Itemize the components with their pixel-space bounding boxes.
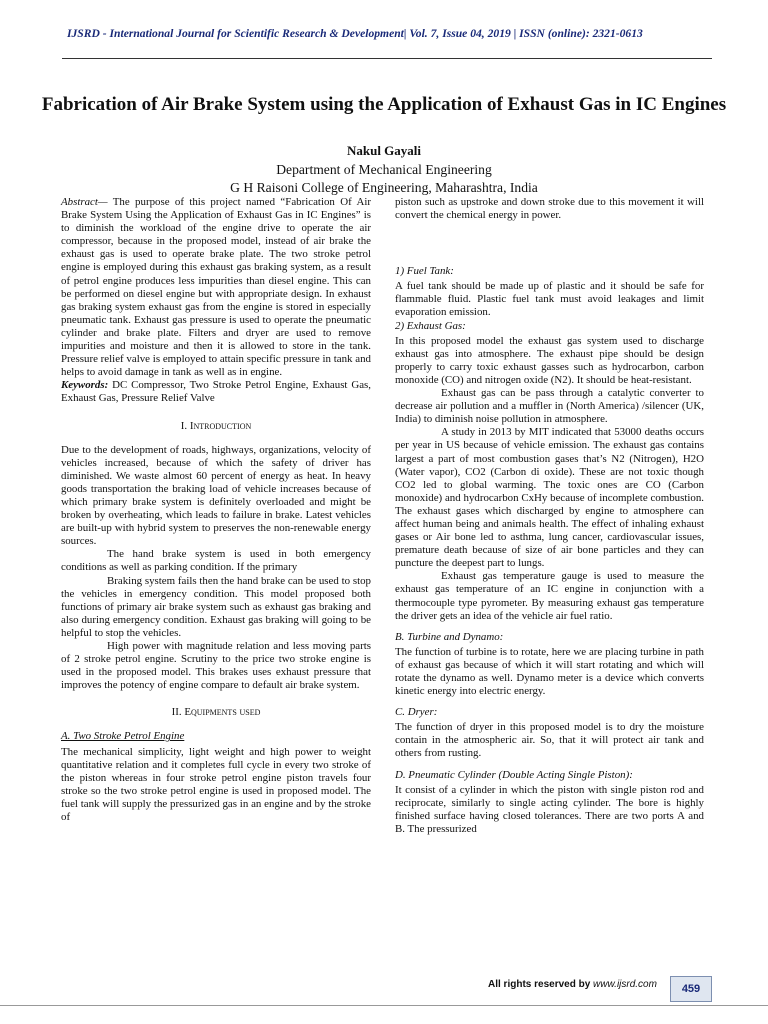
keywords — [61, 379, 371, 405]
section-number: II. — [171, 706, 182, 719]
footer-rights — [488, 979, 657, 990]
subsection-heading: B. Turbine and Dynamo: — [395, 630, 504, 643]
abstract — [61, 196, 371, 379]
subsection-heading: 2) Exhaust Gas: — [395, 319, 466, 332]
section-heading-equipments — [61, 706, 371, 719]
paragraph: High power with magnitude relation and less moving parts of 2 stroke petrol engine. Scrutiny to the price two stroke engine is used in the proposed model. This brakes uses exhaust pressure that improves the potency of engine compare to default air brake system. — [61, 640, 371, 692]
right-column — [395, 196, 704, 836]
footer-site-link[interactable]: www.ijsrd.com — [593, 979, 657, 990]
subsection-heading: A. Two Stroke Petrol Engine — [61, 730, 185, 743]
subsection-heading: C. Dryer: — [395, 706, 438, 719]
header-divider — [62, 58, 712, 59]
section-number: I. — [180, 419, 188, 432]
section-title: Introduction — [189, 419, 252, 432]
paragraph: The function of turbine is to rotate, here we are placing turbine in path of exhaust gas because of which it will start rotating and which will rotate the dynamo as well. Dynamo meter is a device which converts kinetic energy into electric energy. — [395, 645, 704, 698]
left-column — [61, 196, 371, 824]
abstract-text: The purpose of this project named “Fabrication Of Air Brake System Using the Application of Exhaust Gas in IC Engines” is to diminish the workload of the engine drive to operate the air compressor, because in the proposed model, instead of air brake the exhaust gas is used to operate brake plate. The two stroke petrol engine is employed during this exhaust gas braking system, as a result of petrol engine produces less impurities than diesel engine. This can be performed on diesel engine but with appropriate design. In exhaust gas braking system exhaust gas from the engine is stored in especially pneumatic tank. Exhaust gas pressure is used to operate the pneumatic cylinder and brake plate. Filters and dryer are used to remove impurities and moisture and then it is allowed to store in the tank. Pressure relief valve is employed to attain specific pressure in tank and helps to avoid damage in tank as well as in engine. — [61, 196, 371, 379]
paper-title: Fabrication of Air Brake System using the Application of Exhaust Gas in IC Engines — [41, 94, 727, 115]
paragraph: Exhaust gas temperature gauge is used to measure the exhaust gas temperature of an IC engine in conjunction with a thermocouple type pyrometer. By measuring exhaust gas temperature the driver gets an idea of the vehicle air fuel ratio. — [395, 570, 704, 622]
paragraph: In this proposed model the exhaust gas system used to discharge exhaust gas into atmosphere. The exhaust pipe should be design properly to carry toxic exhaust gasses such as hydrocarbon, carbon monoxide (CO) and nitrogen oxide (N2). It should be heat-resistant. — [395, 334, 704, 386]
footer-rights-text: All rights reserved by — [488, 979, 594, 990]
subsection-heading: 1) Fuel Tank: — [395, 265, 454, 278]
footer-divider — [0, 1005, 768, 1006]
section-title: Equipments used — [184, 706, 261, 719]
author-name: Nakul Gayali — [346, 143, 422, 158]
paragraph: Exhaust gas can be pass through a catalytic converter to decrease air pollution and a muffler in (North America) /silencer (UK, India) to diminish noise pollution in atmosphere. — [395, 387, 704, 426]
author-college: G H Raisoni College of Engineering, Maharashtra, India — [230, 180, 538, 195]
journal-header: IJSRD - International Journal for Scientific Research & Development| Vol. 7, Issue 04, 2019 | ISSN (online): 2321-0613 — [67, 27, 643, 40]
subsection-heading: D. Pneumatic Cylinder (Double Acting Single Piston): — [395, 768, 633, 781]
paragraph: A study in 2013 by MIT indicated that 53000 deaths occurs per year in US because of vehicle emission. The exhaust gas contains largest a part of most combustion gases that’s N2 (Nitrogen), H2O (Water vapor), CO2 (Carbon di oxide). These are not toxic though CO2 led to global warming. The toxic ones are CO (Carbon monoxide) and hydrocarbon CxHy because of incomplete combustion. The exhaust gases which discharged by engine to atmosphere can affect human being and animals health. The effect of inhaling exhaust gases or Air bone led to asthma, lung cancer, cardiovascular issues, premature death because of size of air bone particles and they can puncture the deepest part to lungs. — [395, 426, 704, 570]
section-heading-introduction — [61, 420, 371, 433]
keywords-label: Keywords: — [61, 379, 109, 392]
paragraph: Braking system fails then the hand brake can be used to stop the vehicles in emergency condition. This model proposed both functions of primary air brake system such as exhaust gas braking and also during emergency condition. Exhaust gas braking will going to be helpful to stop the vehicles. — [61, 574, 371, 639]
paragraph: The mechanical simplicity, light weight and high power to weight quantitative relation and it completes full cycle in every two stroke of the piston whereas in four stroke petrol engine piston travels four stroke so the two stroke petrol engine is used in proposed model. The fuel tank will supply the pressurized gas in an engine and by the stroke of — [61, 745, 371, 824]
paragraph: A fuel tank should be made up of plastic and it should be safe for flammable fluid. Plastic fuel tank must avoid leakages and limit evaporation emission. — [395, 280, 704, 319]
paragraph: piston such as upstroke and down stroke due to this movement it will convert the chemical energy in power. — [395, 196, 704, 222]
paragraph: It consist of a cylinder in which the piston with single piston rod and reciprocate, similarly to single acting cylinder. The bore is highly finished surface having closed tolerances. There are two ports A and B. The pressurized — [395, 783, 704, 835]
paragraph: Due to the development of roads, highways, organizations, velocity of vehicles increased, because of which the safety of driver has diminished. We waste almost 60 percent of energy as heat. In heavy goods transportation the braking load of vehicle increases because of which primary brake system is definitely overloaded and might be broken by overheating, which leads to failure in brake. Latest vehicles are built-up with hybrid system to preserves the non-renewable energy sources. — [61, 443, 371, 548]
abstract-label: Abstract— — [61, 196, 108, 208]
author-department: Department of Mechanical Engineering — [276, 162, 492, 177]
keywords-text: DC Compressor, Two Stroke Petrol Engine, Exhaust Gas, Exhaust Gas, Pressure Relief Valve — [61, 379, 371, 405]
page-number: 459 — [670, 976, 712, 1002]
paragraph: The hand brake system is used in both emergency conditions as well as parking condition. If the primary — [61, 548, 371, 574]
paragraph: The function of dryer in this proposed model is to dry the moisture contain in the atmospheric air. So, that it will protect air tank and others from rusting. — [395, 721, 704, 760]
